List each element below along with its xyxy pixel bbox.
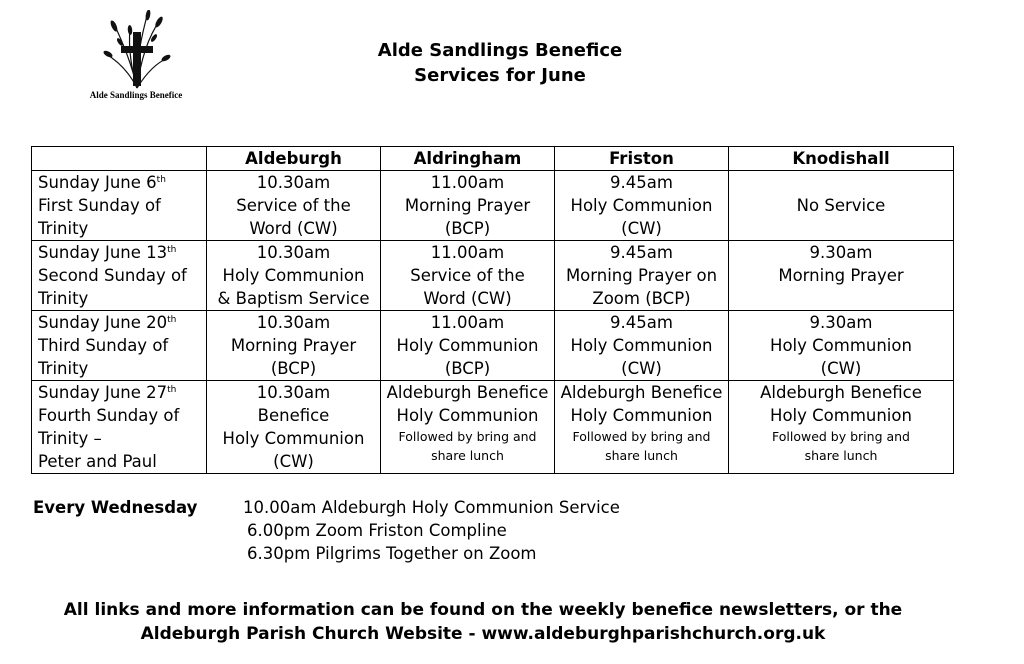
- day-cell: [32, 381, 207, 474]
- service-line: 9.45am: [610, 243, 673, 262]
- service-cell-aldeburgh: [207, 171, 381, 241]
- service-note: Followed by bring and: [398, 429, 537, 444]
- table-row: [32, 171, 954, 241]
- day-cell: [32, 311, 207, 381]
- service-line: 10.30am: [256, 383, 331, 402]
- service-line: Holy Communion: [770, 336, 912, 355]
- service-line: 9.45am: [610, 313, 673, 332]
- day-line: First Sunday of: [38, 196, 161, 215]
- service-line: Holy Communion: [222, 429, 365, 448]
- header-cell-aldeburgh: Aldeburgh: [207, 147, 381, 171]
- service-cell-aldeburgh: [207, 241, 381, 311]
- day-cell: [32, 241, 207, 311]
- service-cell-aldeburgh: [207, 381, 381, 474]
- weekly-label: Every Wednesday: [33, 498, 198, 517]
- title-line-2: Services for June: [414, 65, 586, 86]
- service-line: Holy Communion: [570, 406, 713, 425]
- service-line: (CW): [621, 219, 662, 238]
- service-note: Followed by bring and: [771, 429, 910, 444]
- page-title: [340, 38, 660, 88]
- service-cell-knodishall: [729, 241, 954, 311]
- weekly-item: 10.00am Aldeburgh Holy Communion Service: [243, 498, 620, 517]
- header-cell-friston: Friston: [555, 147, 729, 171]
- benefice-logo: [80, 10, 192, 110]
- cross-with-reeds-icon: [102, 10, 172, 92]
- header-cell-day: [32, 147, 207, 171]
- service-line: 11.00am: [430, 173, 505, 192]
- service-line: Word (CW): [423, 289, 512, 308]
- footer-line-2: Aldeburgh Parish Church Website - www.aldeburghparishchurch.org.uk: [140, 624, 826, 644]
- service-cell-aldringham: [381, 241, 555, 311]
- service-line: Holy Communion: [396, 406, 539, 425]
- title-line-1: Alde Sandlings Benefice: [377, 40, 623, 61]
- service-line: Word (CW): [249, 219, 338, 238]
- service-note: share lunch: [605, 448, 678, 463]
- service-cell-knodishall: [729, 381, 954, 474]
- service-cell-aldringham: [381, 171, 555, 241]
- service-line: Morning Prayer: [778, 266, 904, 285]
- service-line: Holy Communion: [770, 406, 912, 425]
- service-note: Followed by bring and: [572, 429, 711, 444]
- service-line: 11.00am: [430, 243, 505, 262]
- service-line: 9.45am: [610, 173, 673, 192]
- service-line: Morning Prayer on: [565, 266, 718, 285]
- service-line: Holy Communion: [396, 336, 539, 355]
- table-row: [32, 311, 954, 381]
- service-line: (BCP): [444, 359, 491, 378]
- day-line: Trinity –: [38, 429, 102, 448]
- service-note: share lunch: [431, 448, 504, 463]
- table-body: [32, 171, 954, 474]
- table-row: [32, 381, 954, 474]
- service-line: 10.30am: [256, 173, 331, 192]
- service-line: (CW): [273, 452, 314, 471]
- services-table: [31, 146, 954, 474]
- service-cell-friston: [555, 171, 729, 241]
- service-line: 11.00am: [430, 313, 505, 332]
- day-cell: [32, 171, 207, 241]
- weekly-item: 6.00pm Zoom Friston Compline: [247, 521, 507, 540]
- footer-line-1: All links and more information can be found on the weekly benefice newsletters, or the: [63, 600, 903, 620]
- day-line: Trinity: [38, 219, 89, 238]
- service-line: Service of the: [236, 196, 351, 215]
- table-row: [32, 241, 954, 311]
- day-line: Third Sunday of: [38, 336, 169, 355]
- service-cell-aldringham: [381, 381, 555, 474]
- service-cell-friston: [555, 241, 729, 311]
- day-line: Second Sunday of: [38, 266, 187, 285]
- service-line: 10.30am: [256, 313, 331, 332]
- service-line: 9.30am: [809, 313, 873, 332]
- logo-caption: Alde Sandlings Benefice: [89, 90, 183, 100]
- footer-note: [0, 598, 966, 646]
- day-date: Sunday June 20th: [38, 313, 177, 332]
- service-line: Aldeburgh Benefice: [760, 383, 922, 402]
- service-line: Aldeburgh Benefice: [386, 383, 549, 402]
- service-line: & Baptism Service: [217, 289, 370, 308]
- service-line: Service of the: [410, 266, 525, 285]
- service-line: Holy Communion: [570, 336, 713, 355]
- service-cell-knodishall: [729, 171, 954, 241]
- service-line: Morning Prayer: [404, 196, 531, 215]
- service-cell-aldringham: [381, 311, 555, 381]
- service-note: share lunch: [804, 448, 878, 463]
- day-date: Sunday June 13th: [38, 243, 177, 262]
- service-cell-knodishall: [729, 311, 954, 381]
- service-cell-friston: [555, 381, 729, 474]
- service-line: No Service: [796, 196, 886, 215]
- service-line: (BCP): [444, 219, 491, 238]
- service-line: 9.30am: [809, 243, 873, 262]
- weekly-services: [33, 496, 933, 568]
- service-line: Zoom (BCP): [592, 289, 691, 308]
- day-date: Sunday June 6th: [38, 173, 166, 192]
- weekly-item: 6.30pm Pilgrims Together on Zoom: [247, 544, 537, 563]
- day-line: Trinity: [38, 359, 89, 378]
- service-cell-friston: [555, 311, 729, 381]
- service-line: Holy Communion: [222, 266, 365, 285]
- service-cell-aldeburgh: [207, 311, 381, 381]
- service-line: Holy Communion: [570, 196, 713, 215]
- service-line: Morning Prayer: [230, 336, 357, 355]
- header-cell-aldringham: Aldringham: [381, 147, 555, 171]
- table-header-row: [32, 147, 954, 171]
- service-line: [729, 171, 953, 194]
- day-line: Trinity: [38, 289, 89, 308]
- weekly-list: [243, 496, 620, 565]
- day-line: Fourth Sunday of: [38, 406, 180, 425]
- service-line: (CW): [820, 359, 862, 378]
- service-line: (CW): [621, 359, 662, 378]
- service-line: Aldeburgh Benefice: [560, 383, 723, 402]
- header-cell-knodishall: Knodishall: [729, 147, 954, 171]
- service-line: 10.30am: [256, 243, 331, 262]
- service-line: (BCP): [270, 359, 317, 378]
- day-date: Sunday June 27th: [38, 383, 177, 402]
- day-line: Peter and Paul: [38, 452, 157, 471]
- service-line: Benefice: [257, 406, 330, 425]
